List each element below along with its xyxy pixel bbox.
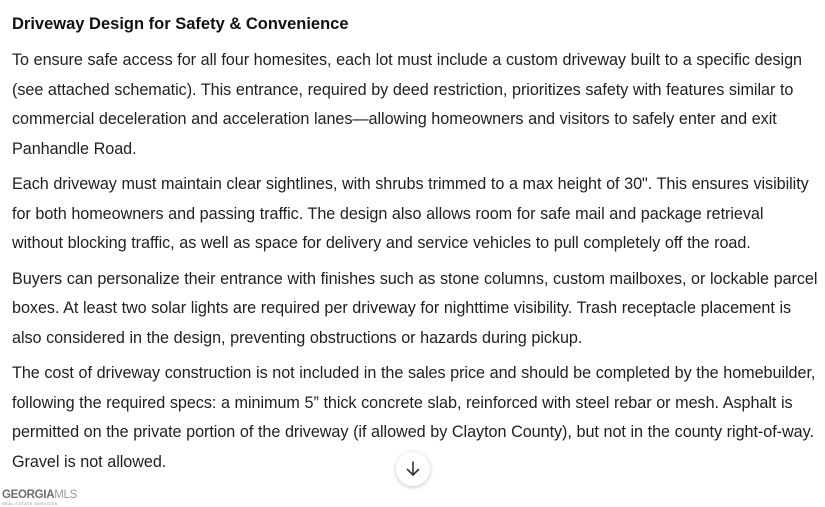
paragraph-access: To ensure safe access for all four homesites, each lot must include a custom driveway built to a specific design (see attached schematic). This entrance, required by deed restriction, prioritizes safety with features similar to commercial deceleration and acceleration lanes—allowing homeowners and visitors to safely enter and exit Panhandle Road.: [12, 51, 802, 158]
scroll-down-button[interactable]: [396, 452, 430, 486]
document-body: [12, 12, 818, 483]
paragraph-cost: The cost of driveway construction is not included in the sales price and should be completed by the homebuilder, following the required specs: a minimum 5” thick concrete slab, reinforced with steel rebar or mesh. Asphalt is permitted on the private portion of the driveway (if allowed by Clayton County), but not in the county right-of-way. Gravel is not allowed.: [12, 364, 816, 471]
watermark-tagline: REAL ESTATE SERVICES: [2, 500, 58, 506]
arrow-down-icon: [404, 460, 422, 478]
document-title: Driveway Design for Safety & Convenience: [12, 15, 349, 33]
paragraph-sightlines: Each driveway must maintain clear sightlines, with shrubs trimmed to a max height of 30". This ensures visibility for both homeowners and passing traffic. The design also allows room for safe mail and package retrieval without blocking traffic, as well as space for delivery and service vehicles to pull completely off the road.: [12, 175, 809, 252]
watermark-logo: [2, 489, 76, 501]
watermark-brand-bold: GEORGIA: [2, 488, 55, 501]
watermark-brand-light: MLS: [54, 488, 77, 501]
paragraph-personalization: Buyers can personalize their entrance with finishes such as stone columns, custom mailboxes, or lockable parcel boxes. At least two solar lights are required per driveway for nighttime visibility. Trash receptacle placement is also considered in the design, preventing obstructions or hazards during pickup.: [12, 269, 818, 347]
georgia-mls-watermark: [0, 487, 76, 507]
